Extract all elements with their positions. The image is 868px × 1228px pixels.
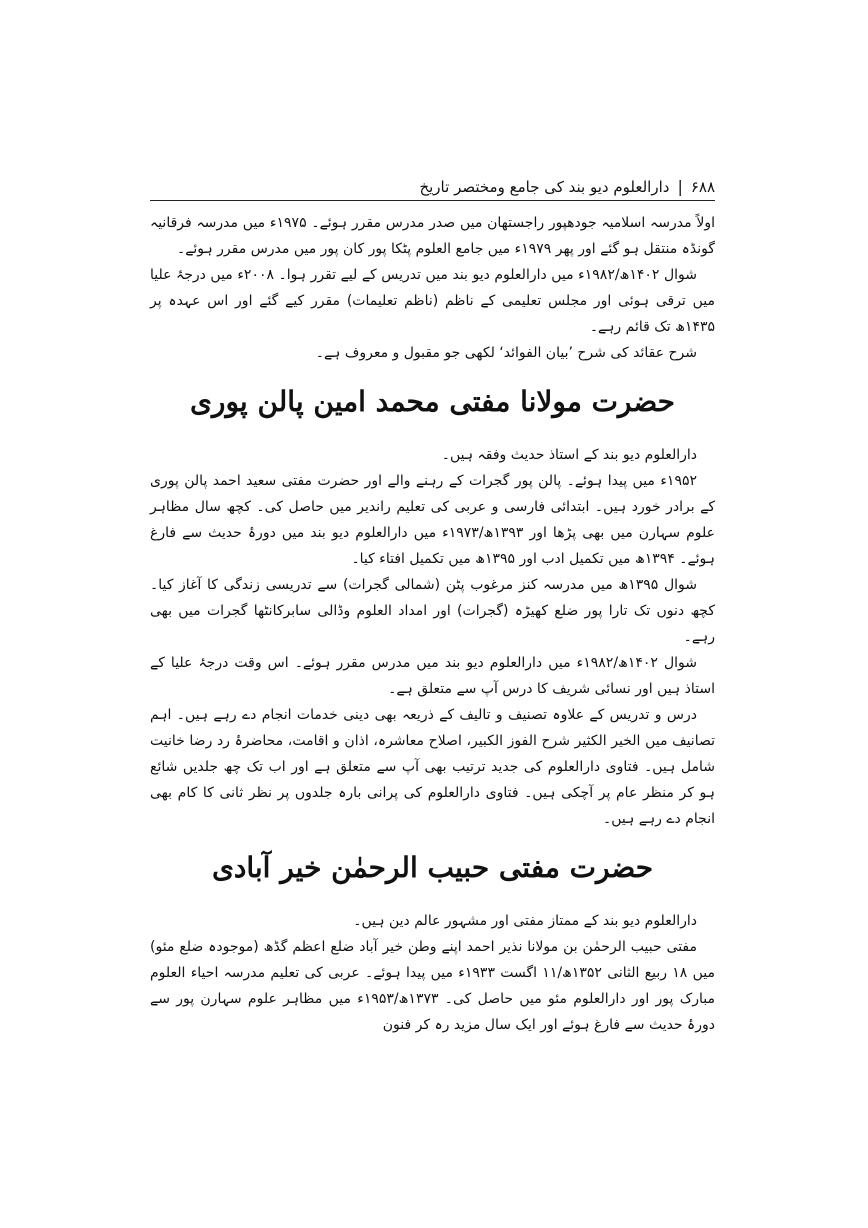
header-rule (150, 200, 715, 201)
paragraph: اولاً مدرسہ اسلامیہ جودھپور راجستھان میں صدر مدرس مقرر ہوئے۔ ۱۹۷۵ء میں مدرسہ فرقانیہ گونڈہ منتقل ہو گئے اور پھر ۱۹۷۹ء میں جامع العلوم پٹکا پور کان پور میں مدرس مقرر ہوئے۔ (150, 215, 715, 257)
page-content (150, 210, 715, 1038)
paragraph: شوال ۱۳۹۵ھ میں مدرسہ کنز مرغوب پٹن (شمالی گجرات) سے تدریسی زندگی کا آغاز کیا۔ کچھ دنوں تک تارا پور ضلع کھیڑہ (گجرات) اور امداد العلوم وڈالی سابرکانٹھا گجرات میں بھی رہے۔ (150, 577, 715, 645)
running-header (150, 170, 715, 204)
paragraph: شرح عقائد کی شرح ’بیان الفوائد‘ لکھی جو مقبول و معروف ہے۔ (315, 345, 697, 361)
section-heading: حضرت مفتی حبیب الرحمٰن خیر آبادی (211, 851, 654, 884)
book-title: دارالعلوم دیو بند کی جامع ومختصر تاریخ (419, 178, 670, 196)
header-separator: | (677, 177, 683, 196)
page-number: ۶۸۸ (690, 178, 715, 196)
paragraph: درس و تدریس کے علاوہ تصنیف و تالیف کے ذریعہ بھی دینی خدمات انجام دے رہے ہیں۔ اہم تصانیف میں الخیر الکثیر شرح الفوز الکبیر، اصلاح معاشرہ، اذان و اقامت، محاضرۂ رد رضا خانیت شامل ہیں۔ فتاوی دارالعلوم کی جدید ترتیب بھی آپ سے متعلق ہے اور اب تک چھ جلدیں شائع ہو کر منظر عام پر آچکی ہیں۔ فتاوی دارالعلوم کی پرانی بارہ جلدوں پر نظر ثانی کا کام بھی انجام دے رہے ہیں۔ (150, 707, 715, 827)
paragraph: شوال ۱۴۰۲ھ/۱۹۸۲ء میں دارالعلوم دیو بند میں مدرس مقرر ہوئے۔ اس وقت درجۂ علیا کے استاذ ہیں اور نسائی شریف کا درس آپ سے متعلق ہے۔ (150, 655, 715, 697)
section-khairabadi (150, 846, 715, 1038)
paragraph: شوال ۱۴۰۲ھ/۱۹۸۲ء میں دارالعلوم دیو بند میں تدریس کے لیے تقرر ہوا۔ ۲۰۰۸ء میں درجۂ علیا میں ترقی ہوئی اور مجلس تعلیمی کے ناظم (ناظم تعلیمات) مقرر کیے گئے اور اس عہدہ پر ۱۴۳۵ھ تک قائم رہے۔ (150, 267, 715, 335)
paragraph: دارالعلوم دیو بند کے ممتاز مفتی اور مشہور عالم دین ہیں۔ (353, 913, 697, 929)
section-palanpuri (150, 380, 715, 832)
paragraph: ۱۹۵۲ء میں پیدا ہوئے۔ پالن پور گجرات کے رہنے والے اور حضرت مفتی سعید احمد پالن پوری کے برادر خورد ہیں۔ ابتدائی فارسی و عربی کی تعلیم راندیر میں حاصل کی۔ کچھ سال مظاہر علوم سہارن میں بھی پڑھا اور ۱۳۹۳ھ/۱۹۷۳ء میں دارالعلوم دیو بند میں دورۂ حدیث سے فارغ ہوئے۔ ۱۳۹۴ھ میں تکمیل ادب اور ۱۳۹۵ھ میں تکمیل افتاء کیا۔ (150, 473, 716, 567)
paragraph: دارالعلوم دیو بند کے استاذ حدیث وفقہ ہیں۔ (441, 447, 697, 463)
section-heading: حضرت مولانا مفتی محمد امین پالن پوری (190, 385, 675, 418)
paragraph: مفتی حبیب الرحمٰن بن مولانا نذیر احمد اپنے وطن خیر آباد ضلع اعظم گڈھ (موجودہ ضلع مئو) میں ۱۸ ربیع الثانی ۱۳۵۲ھ/۱۱ اگست ۱۹۳۳ء میں پیدا ہوئے۔ عربی کی تعلیم مدرسہ احیاء العلوم مبارک پور اور دارالعلوم مئو میں حاصل کی۔ ۱۳۷۳ھ/۱۹۵۳ء میں مظاہر علوم سہارن پور سے دورۂ حدیث سے فارغ ہوئے اور ایک سال مزید رہ کر فنون (150, 939, 716, 1033)
section-intro (150, 210, 715, 366)
